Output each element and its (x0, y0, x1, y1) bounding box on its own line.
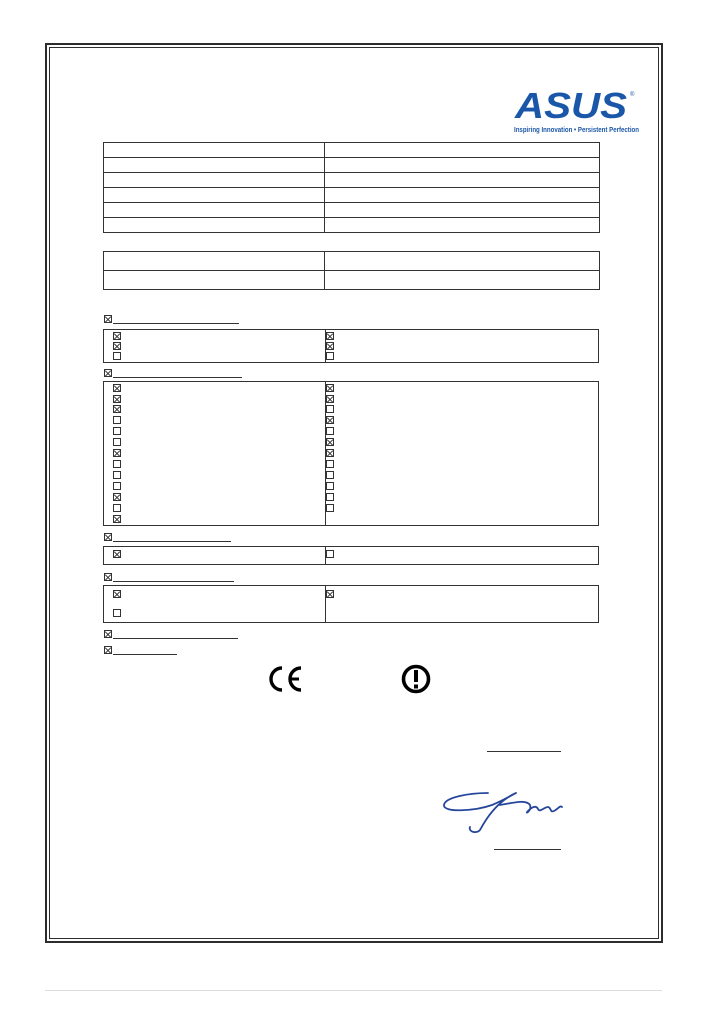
s2-left-checkbox[interactable] (113, 493, 121, 501)
s1-right-checkbox[interactable] (326, 352, 334, 360)
section-3-checkbox[interactable] (104, 533, 112, 541)
section-4-heading-line (113, 581, 234, 582)
manufacturer-table (103, 251, 600, 290)
s1-left-checkbox[interactable] (113, 332, 121, 340)
s1-right-checkbox[interactable] (326, 332, 334, 340)
s2-right-checkbox[interactable] (326, 405, 334, 413)
alert-mark-icon (400, 664, 432, 694)
s2-left-checkbox[interactable] (113, 504, 121, 512)
logo-tagline: Inspiring Innovation • Persistent Perfection (514, 125, 640, 134)
s3-right-checkbox[interactable] (326, 550, 334, 558)
s1-left-checkbox[interactable] (113, 352, 121, 360)
section-3-box (103, 546, 599, 565)
s2-right-checkbox[interactable] (326, 416, 334, 424)
s2-right-checkbox[interactable] (326, 438, 334, 446)
s4-left-checkbox[interactable] (113, 609, 121, 617)
s2-right-checkbox[interactable] (326, 482, 334, 490)
signature-image (430, 775, 570, 837)
s2-left-checkbox[interactable] (113, 482, 121, 490)
section-6-checkbox[interactable] (104, 646, 112, 654)
s2-left-checkbox[interactable] (113, 395, 121, 403)
footer-rule (45, 990, 662, 991)
svg-text:®: ® (630, 92, 635, 98)
signature-line (494, 849, 561, 850)
section-5-heading-line (113, 638, 238, 639)
s4-right-checkbox[interactable] (326, 590, 334, 598)
s2-left-checkbox[interactable] (113, 384, 121, 392)
s2-left-checkbox[interactable] (113, 449, 121, 457)
section-2-box (103, 381, 599, 526)
s2-right-checkbox[interactable] (326, 504, 334, 512)
section-2-heading-line (113, 377, 242, 378)
s2-right-checkbox[interactable] (326, 427, 334, 435)
s4-left-checkbox[interactable] (113, 590, 121, 598)
section-5-checkbox[interactable] (104, 630, 112, 638)
s2-left-checkbox[interactable] (113, 471, 121, 479)
s2-right-checkbox[interactable] (326, 460, 334, 468)
s1-left-checkbox[interactable] (113, 342, 121, 350)
section-4-checkbox[interactable] (104, 573, 112, 581)
date-line (487, 751, 561, 752)
logo-wordmark: ASUS (513, 85, 627, 126)
section-4-box (103, 585, 599, 623)
s2-left-checkbox[interactable] (113, 460, 121, 468)
s2-right-checkbox[interactable] (326, 471, 334, 479)
section-1-box (103, 329, 599, 363)
asus-logo (512, 87, 642, 137)
s2-left-checkbox[interactable] (113, 405, 121, 413)
s2-right-checkbox[interactable] (326, 493, 334, 501)
s2-left-checkbox[interactable] (113, 438, 121, 446)
section-1-checkbox[interactable] (104, 315, 112, 323)
s2-right-checkbox[interactable] (326, 384, 334, 392)
section-6-heading-line (113, 654, 177, 655)
s3-left-checkbox[interactable] (113, 550, 121, 558)
s2-left-checkbox[interactable] (113, 515, 121, 523)
section-1-heading-line (113, 323, 239, 324)
s1-right-checkbox[interactable] (326, 342, 334, 350)
s2-left-checkbox[interactable] (113, 427, 121, 435)
s2-right-checkbox[interactable] (326, 449, 334, 457)
s2-left-checkbox[interactable] (113, 416, 121, 424)
ce-mark-icon (265, 664, 305, 694)
s2-right-checkbox[interactable] (326, 395, 334, 403)
section-3-heading-line (113, 541, 231, 542)
section-2-checkbox[interactable] (104, 369, 112, 377)
product-info-table (103, 142, 600, 233)
